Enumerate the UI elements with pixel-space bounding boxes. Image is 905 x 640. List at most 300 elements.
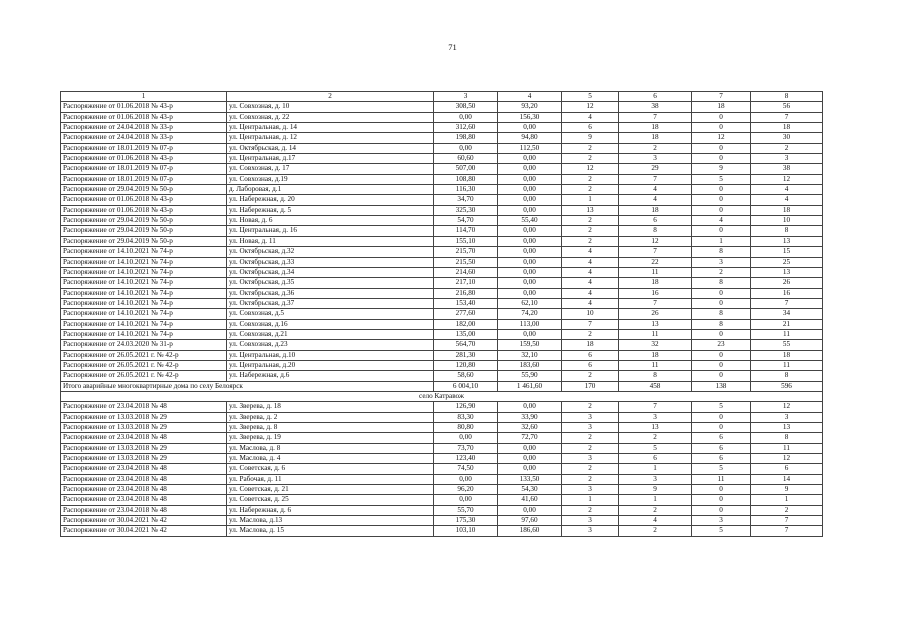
value-cell: 3 xyxy=(692,516,751,526)
total-value-cell: 6 004,10 xyxy=(434,381,498,391)
address-cell: ул. Октябрьская, д.34 xyxy=(227,267,434,277)
value-cell: 0 xyxy=(692,154,751,164)
value-cell: 4 xyxy=(562,278,619,288)
value-cell: 96,20 xyxy=(434,485,498,495)
total-value-cell: 1 461,60 xyxy=(498,381,562,391)
value-cell: 0 xyxy=(692,485,751,495)
value-cell: 8 xyxy=(692,309,751,319)
value-cell: 2 xyxy=(619,505,692,515)
column-number-row xyxy=(61,92,823,102)
value-cell: 62,10 xyxy=(498,298,562,308)
order-cell: Распоряжение от 01.06.2018 № 43-р xyxy=(61,205,227,215)
value-cell: 5 xyxy=(619,443,692,453)
value-cell: 281,30 xyxy=(434,350,498,360)
value-cell: 6 xyxy=(562,360,619,370)
address-cell: ул. Центральная, д. 14 xyxy=(227,123,434,133)
value-cell: 74,20 xyxy=(498,309,562,319)
value-cell: 0,00 xyxy=(498,329,562,339)
address-cell: ул. Совхозная, д.5 xyxy=(227,309,434,319)
table-row xyxy=(61,216,823,226)
value-cell: 2 xyxy=(619,433,692,443)
section-title: село Катравож xyxy=(61,391,823,401)
order-cell: Распоряжение от 14.10.2021 № 74-р xyxy=(61,298,227,308)
value-cell: 0,00 xyxy=(498,154,562,164)
address-cell: ул. Маслова, д. 15 xyxy=(227,526,434,536)
order-cell: Распоряжение от 14.10.2021 № 74-р xyxy=(61,247,227,257)
value-cell: 4 xyxy=(751,185,823,195)
value-cell: 56 xyxy=(751,102,823,112)
address-cell: ул. Новая, д. 11 xyxy=(227,236,434,246)
page-number: 71 xyxy=(448,42,457,52)
order-cell: Распоряжение от 29.04.2019 № 50-р xyxy=(61,216,227,226)
order-cell: Распоряжение от 23.04.2018 № 48 xyxy=(61,505,227,515)
value-cell: 0 xyxy=(692,185,751,195)
value-cell: 216,80 xyxy=(434,288,498,298)
value-cell: 6 xyxy=(692,443,751,453)
total-value-cell: 170 xyxy=(562,381,619,391)
order-cell: Распоряжение от 26.05.2021 г. № 42-р xyxy=(61,371,227,381)
table-row xyxy=(61,247,823,257)
value-cell: 94,80 xyxy=(498,133,562,143)
housing-table xyxy=(60,91,823,537)
value-cell: 3 xyxy=(562,454,619,464)
value-cell: 18 xyxy=(619,350,692,360)
value-cell: 312,60 xyxy=(434,123,498,133)
order-cell: Распоряжение от 23.04.2018 № 48 xyxy=(61,402,227,412)
value-cell: 108,80 xyxy=(434,174,498,184)
value-cell: 2 xyxy=(562,433,619,443)
value-cell: 4 xyxy=(562,267,619,277)
address-cell: ул. Октябрьская, д. 14 xyxy=(227,143,434,153)
value-cell: 4 xyxy=(562,257,619,267)
value-cell: 0 xyxy=(692,123,751,133)
value-cell: 2 xyxy=(562,443,619,453)
table-row xyxy=(61,402,823,412)
value-cell: 18 xyxy=(751,350,823,360)
address-cell: ул. Центральная, д.20 xyxy=(227,360,434,370)
address-cell: ул. Октябрьская, д.33 xyxy=(227,257,434,267)
value-cell: 2 xyxy=(562,185,619,195)
value-cell: 0,00 xyxy=(498,267,562,277)
value-cell: 215,50 xyxy=(434,257,498,267)
value-cell: 0 xyxy=(692,350,751,360)
value-cell: 7 xyxy=(619,174,692,184)
value-cell: 3 xyxy=(619,412,692,422)
column-number-cell: 5 xyxy=(562,92,619,102)
value-cell: 2 xyxy=(562,154,619,164)
value-cell: 1 xyxy=(562,195,619,205)
value-cell: 0,00 xyxy=(498,505,562,515)
value-cell: 80,80 xyxy=(434,423,498,433)
value-cell: 8 xyxy=(619,226,692,236)
value-cell: 2 xyxy=(562,216,619,226)
value-cell: 325,30 xyxy=(434,205,498,215)
value-cell: 3 xyxy=(619,474,692,484)
value-cell: 6 xyxy=(562,123,619,133)
value-cell: 155,10 xyxy=(434,236,498,246)
order-cell: Распоряжение от 18.01.2019 № 07-р xyxy=(61,143,227,153)
value-cell: 133,50 xyxy=(498,474,562,484)
value-cell: 4 xyxy=(619,516,692,526)
value-cell: 0 xyxy=(692,195,751,205)
value-cell: 0,00 xyxy=(498,205,562,215)
order-cell: Распоряжение от 14.10.2021 № 74-р xyxy=(61,319,227,329)
value-cell: 11 xyxy=(751,443,823,453)
order-cell: Распоряжение от 29.04.2019 № 50-р xyxy=(61,226,227,236)
table-row xyxy=(61,464,823,474)
value-cell: 7 xyxy=(619,402,692,412)
value-cell: 58,60 xyxy=(434,371,498,381)
value-cell: 3 xyxy=(562,516,619,526)
value-cell: 16 xyxy=(619,288,692,298)
order-cell: Распоряжение от 14.10.2021 № 74-р xyxy=(61,309,227,319)
address-cell: ул. Совхозная, д. 17 xyxy=(227,164,434,174)
order-cell: Распоряжение от 18.01.2019 № 07-р xyxy=(61,164,227,174)
value-cell: 0 xyxy=(692,423,751,433)
order-cell: Распоряжение от 01.06.2018 № 43-р xyxy=(61,112,227,122)
table-row xyxy=(61,257,823,267)
value-cell: 0,00 xyxy=(434,433,498,443)
value-cell: 74,50 xyxy=(434,464,498,474)
address-cell: ул. Октябрьская, д.35 xyxy=(227,278,434,288)
value-cell: 4 xyxy=(562,247,619,257)
value-cell: 93,20 xyxy=(498,102,562,112)
table-row xyxy=(61,278,823,288)
table-row xyxy=(61,226,823,236)
value-cell: 9 xyxy=(619,485,692,495)
value-cell: 3 xyxy=(562,412,619,422)
value-cell: 126,90 xyxy=(434,402,498,412)
value-cell: 8 xyxy=(751,433,823,443)
value-cell: 215,70 xyxy=(434,247,498,257)
table-row xyxy=(61,288,823,298)
table-row xyxy=(61,205,823,215)
value-cell: 9 xyxy=(692,164,751,174)
order-cell: Распоряжение от 14.10.2021 № 74-р xyxy=(61,267,227,277)
address-cell: ул. Центральная, д.17 xyxy=(227,154,434,164)
total-row xyxy=(61,381,823,391)
value-cell: 0,00 xyxy=(434,474,498,484)
value-cell: 0 xyxy=(692,495,751,505)
value-cell: 60,60 xyxy=(434,154,498,164)
value-cell: 1 xyxy=(751,495,823,505)
value-cell: 3 xyxy=(692,257,751,267)
order-cell: Распоряжение от 14.10.2021 № 74-р xyxy=(61,288,227,298)
order-cell: Распоряжение от 23.04.2018 № 48 xyxy=(61,495,227,505)
value-cell: 175,30 xyxy=(434,516,498,526)
value-cell: 0 xyxy=(692,329,751,339)
address-cell: ул. Набережная, д.6 xyxy=(227,371,434,381)
value-cell: 1 xyxy=(619,495,692,505)
address-cell: ул. Набережная, д. 20 xyxy=(227,195,434,205)
column-number-cell: 1 xyxy=(61,92,227,102)
value-cell: 7 xyxy=(619,112,692,122)
value-cell: 18 xyxy=(692,102,751,112)
order-cell: Распоряжение от 13.03.2018 № 29 xyxy=(61,454,227,464)
address-cell: ул. Совхозная, д. 10 xyxy=(227,102,434,112)
value-cell: 112,50 xyxy=(498,143,562,153)
value-cell: 3 xyxy=(751,412,823,422)
table-row xyxy=(61,340,823,350)
order-cell: Распоряжение от 01.06.2018 № 43-р xyxy=(61,154,227,164)
value-cell: 0,00 xyxy=(498,247,562,257)
value-cell: 0 xyxy=(692,412,751,422)
value-cell: 0,00 xyxy=(498,185,562,195)
value-cell: 32,60 xyxy=(498,423,562,433)
order-cell: Распоряжение от 30.04.2021 № 42 xyxy=(61,526,227,536)
value-cell: 34 xyxy=(751,309,823,319)
table-row xyxy=(61,360,823,370)
order-cell: Распоряжение от 30.04.2021 № 42 xyxy=(61,516,227,526)
address-cell: ул. Совхозная, д.19 xyxy=(227,174,434,184)
value-cell: 2 xyxy=(562,371,619,381)
value-cell: 12 xyxy=(751,174,823,184)
value-cell: 9 xyxy=(751,485,823,495)
table-row xyxy=(61,319,823,329)
table-row xyxy=(61,412,823,422)
value-cell: 0,00 xyxy=(498,443,562,453)
value-cell: 6 xyxy=(751,464,823,474)
address-cell: ул. Набережная, д. 6 xyxy=(227,505,434,515)
value-cell: 214,60 xyxy=(434,267,498,277)
value-cell: 7 xyxy=(751,298,823,308)
address-cell: ул. Совхозная, д.16 xyxy=(227,319,434,329)
value-cell: 120,80 xyxy=(434,360,498,370)
value-cell: 12 xyxy=(619,236,692,246)
total-label: Итого аварийные многоквартирные дома по селу Белоярск xyxy=(61,381,434,391)
address-cell: ул. Советская, д. 6 xyxy=(227,464,434,474)
value-cell: 0,00 xyxy=(498,278,562,288)
value-cell: 55,40 xyxy=(498,216,562,226)
value-cell: 38 xyxy=(751,164,823,174)
order-cell: Распоряжение от 23.04.2018 № 48 xyxy=(61,485,227,495)
value-cell: 7 xyxy=(751,112,823,122)
column-number-cell: 8 xyxy=(751,92,823,102)
table-row xyxy=(61,350,823,360)
value-cell: 198,80 xyxy=(434,133,498,143)
table-row xyxy=(61,526,823,536)
value-cell: 32 xyxy=(619,340,692,350)
value-cell: 8 xyxy=(751,226,823,236)
value-cell: 18 xyxy=(562,340,619,350)
value-cell: 26 xyxy=(751,278,823,288)
table-row xyxy=(61,454,823,464)
value-cell: 10 xyxy=(562,309,619,319)
order-cell: Распоряжение от 24.04.2018 № 33-р xyxy=(61,133,227,143)
address-cell: ул. Зверева, д. 2 xyxy=(227,412,434,422)
value-cell: 159,50 xyxy=(498,340,562,350)
value-cell: 0,00 xyxy=(498,195,562,205)
value-cell: 183,60 xyxy=(498,360,562,370)
value-cell: 23 xyxy=(692,340,751,350)
value-cell: 11 xyxy=(692,474,751,484)
table-row xyxy=(61,267,823,277)
value-cell: 97,60 xyxy=(498,516,562,526)
value-cell: 0,00 xyxy=(498,123,562,133)
value-cell: 5 xyxy=(692,402,751,412)
table-row xyxy=(61,474,823,484)
value-cell: 0 xyxy=(692,205,751,215)
value-cell: 114,70 xyxy=(434,226,498,236)
value-cell: 8 xyxy=(751,371,823,381)
value-cell: 4 xyxy=(751,195,823,205)
value-cell: 103,10 xyxy=(434,526,498,536)
value-cell: 4 xyxy=(692,216,751,226)
value-cell: 6 xyxy=(562,350,619,360)
order-cell: Распоряжение от 01.06.2018 № 43-р xyxy=(61,102,227,112)
value-cell: 1 xyxy=(692,236,751,246)
table-row xyxy=(61,443,823,453)
order-cell: Распоряжение от 18.01.2019 № 07-р xyxy=(61,174,227,184)
value-cell: 3 xyxy=(562,485,619,495)
value-cell: 4 xyxy=(619,185,692,195)
table-row xyxy=(61,164,823,174)
value-cell: 18 xyxy=(751,123,823,133)
value-cell: 2 xyxy=(562,505,619,515)
value-cell: 0,00 xyxy=(498,174,562,184)
value-cell: 6 xyxy=(619,216,692,226)
order-cell: Распоряжение от 29.04.2019 № 50-р xyxy=(61,185,227,195)
table-row xyxy=(61,154,823,164)
value-cell: 6 xyxy=(692,433,751,443)
table-row xyxy=(61,485,823,495)
address-cell: ул. Зверева, д. 19 xyxy=(227,433,434,443)
value-cell: 3 xyxy=(562,526,619,536)
address-cell: ул. Новая, д. 6 xyxy=(227,216,434,226)
value-cell: 1 xyxy=(562,495,619,505)
order-cell: Распоряжение от 24.04.2018 № 33-р xyxy=(61,123,227,133)
value-cell: 4 xyxy=(562,112,619,122)
value-cell: 18 xyxy=(619,278,692,288)
value-cell: 73,70 xyxy=(434,443,498,453)
value-cell: 5 xyxy=(692,526,751,536)
value-cell: 0,00 xyxy=(498,257,562,267)
value-cell: 72,70 xyxy=(498,433,562,443)
value-cell: 4 xyxy=(562,288,619,298)
value-cell: 0,00 xyxy=(498,164,562,174)
address-cell: ул. Центральная, д. 12 xyxy=(227,133,434,143)
value-cell: 6 xyxy=(619,454,692,464)
table-row xyxy=(61,329,823,339)
value-cell: 3 xyxy=(562,423,619,433)
address-cell: ул. Центральная, д. 16 xyxy=(227,226,434,236)
address-cell: ул. Маслова, д.13 xyxy=(227,516,434,526)
address-cell: ул. Совхозная, д.23 xyxy=(227,340,434,350)
value-cell: 2 xyxy=(562,474,619,484)
value-cell: 0,00 xyxy=(498,454,562,464)
table-row xyxy=(61,143,823,153)
value-cell: 12 xyxy=(751,402,823,412)
value-cell: 3 xyxy=(619,154,692,164)
address-cell: ул. Набережная, д. 5 xyxy=(227,205,434,215)
order-cell: Распоряжение от 14.10.2021 № 74-р xyxy=(61,278,227,288)
value-cell: 33,90 xyxy=(498,412,562,422)
table-row xyxy=(61,102,823,112)
value-cell: 30 xyxy=(751,133,823,143)
order-cell: Распоряжение от 13.03.2018 № 29 xyxy=(61,423,227,433)
value-cell: 2 xyxy=(562,174,619,184)
value-cell: 2 xyxy=(619,526,692,536)
value-cell: 0 xyxy=(692,371,751,381)
value-cell: 0,00 xyxy=(498,226,562,236)
value-cell: 0,00 xyxy=(434,495,498,505)
value-cell: 11 xyxy=(751,329,823,339)
value-cell: 12 xyxy=(751,454,823,464)
value-cell: 6 xyxy=(692,454,751,464)
table-row xyxy=(61,423,823,433)
order-cell: Распоряжение от 26.05.2021 г. № 42-р xyxy=(61,360,227,370)
value-cell: 13 xyxy=(751,236,823,246)
table-row xyxy=(61,185,823,195)
value-cell: 26 xyxy=(619,309,692,319)
value-cell: 2 xyxy=(562,143,619,153)
address-cell: ул. Зверева, д. 8 xyxy=(227,423,434,433)
value-cell: 156,30 xyxy=(498,112,562,122)
value-cell: 507,00 xyxy=(434,164,498,174)
value-cell: 7 xyxy=(562,319,619,329)
table-row xyxy=(61,236,823,246)
value-cell: 0,00 xyxy=(498,464,562,474)
column-number-cell: 4 xyxy=(498,92,562,102)
value-cell: 16 xyxy=(751,288,823,298)
value-cell: 2 xyxy=(562,464,619,474)
table-row xyxy=(61,174,823,184)
total-value-cell: 596 xyxy=(751,381,823,391)
value-cell: 22 xyxy=(619,257,692,267)
address-cell: ул. Маслова, д. 8 xyxy=(227,443,434,453)
value-cell: 0 xyxy=(692,226,751,236)
table-row xyxy=(61,433,823,443)
value-cell: 2 xyxy=(562,329,619,339)
value-cell: 13 xyxy=(619,319,692,329)
order-cell: Распоряжение от 14.10.2021 № 74-р xyxy=(61,329,227,339)
value-cell: 54,70 xyxy=(434,216,498,226)
value-cell: 32,10 xyxy=(498,350,562,360)
value-cell: 13 xyxy=(619,423,692,433)
table-row xyxy=(61,516,823,526)
value-cell: 7 xyxy=(619,247,692,257)
column-number-cell: 7 xyxy=(692,92,751,102)
order-cell: Распоряжение от 26.05.2021 г. № 42-р xyxy=(61,350,227,360)
value-cell: 38 xyxy=(619,102,692,112)
value-cell: 13 xyxy=(562,205,619,215)
value-cell: 308,50 xyxy=(434,102,498,112)
value-cell: 14 xyxy=(751,474,823,484)
value-cell: 11 xyxy=(619,267,692,277)
value-cell: 4 xyxy=(562,298,619,308)
order-cell: Распоряжение от 23.04.2018 № 48 xyxy=(61,433,227,443)
column-number-cell: 3 xyxy=(434,92,498,102)
value-cell: 113,00 xyxy=(498,319,562,329)
value-cell: 7 xyxy=(751,516,823,526)
value-cell: 2 xyxy=(692,267,751,277)
value-cell: 0,00 xyxy=(498,288,562,298)
table-row xyxy=(61,371,823,381)
value-cell: 8 xyxy=(692,247,751,257)
order-cell: Распоряжение от 24.03.2020 № 31-р xyxy=(61,340,227,350)
value-cell: 4 xyxy=(619,195,692,205)
address-cell: ул. Октябрьская, д.37 xyxy=(227,298,434,308)
value-cell: 83,30 xyxy=(434,412,498,422)
value-cell: 0 xyxy=(692,112,751,122)
value-cell: 13 xyxy=(751,423,823,433)
value-cell: 18 xyxy=(751,205,823,215)
value-cell: 0,00 xyxy=(434,143,498,153)
table-row xyxy=(61,112,823,122)
value-cell: 0 xyxy=(692,143,751,153)
value-cell: 54,30 xyxy=(498,485,562,495)
value-cell: 1 xyxy=(619,464,692,474)
